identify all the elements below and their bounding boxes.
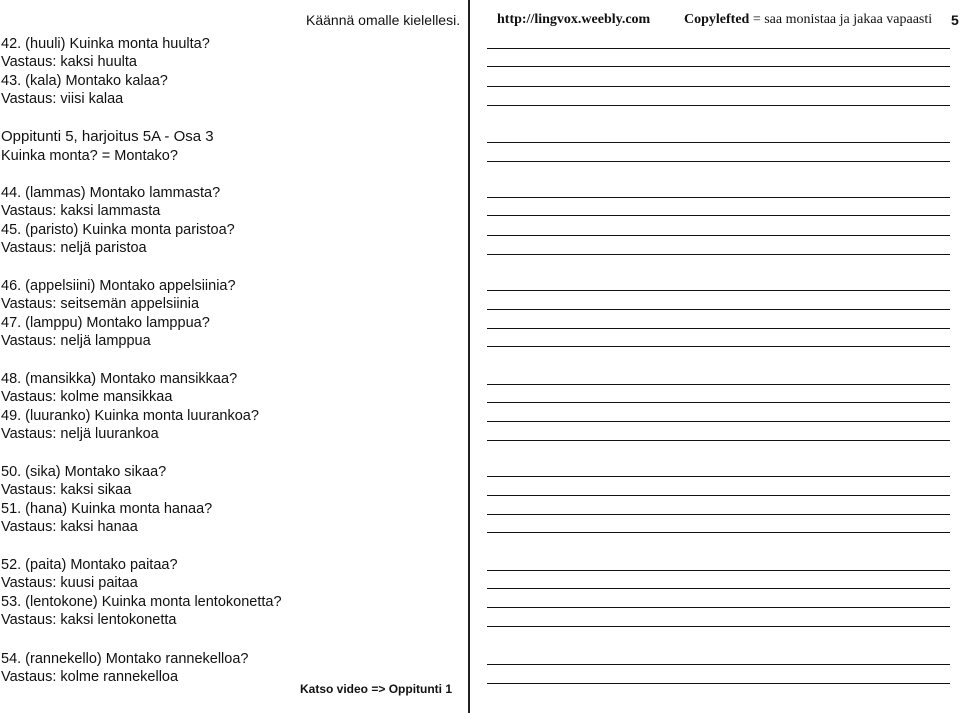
question-48: 48. (mansikka) Montako mansikkaa? bbox=[1, 371, 238, 387]
answer-writing-line bbox=[487, 514, 950, 515]
answer-43: Vastaus: viisi kalaa bbox=[1, 91, 124, 107]
answer-46: Vastaus: seitsemän appelsiinia bbox=[1, 296, 200, 312]
question-45: 45. (paristo) Kuinka monta paristoa? bbox=[1, 222, 235, 238]
answer-writing-line bbox=[487, 142, 950, 143]
answer-51: Vastaus: kaksi hanaa bbox=[1, 519, 138, 535]
answer-writing-line bbox=[487, 346, 950, 347]
answer-47: Vastaus: neljä lamppua bbox=[1, 333, 151, 349]
answer-writing-line bbox=[487, 290, 950, 291]
answer-writing-line bbox=[487, 476, 950, 477]
answer-writing-line bbox=[487, 664, 950, 665]
page-number: 5 bbox=[951, 12, 959, 28]
answer-writing-line bbox=[487, 328, 950, 329]
answer-writing-line bbox=[487, 215, 950, 216]
question-49: 49. (luuranko) Kuinka monta luurankoa? bbox=[1, 408, 259, 424]
answer-writing-line bbox=[487, 66, 950, 67]
question-54: 54. (rannekello) Montako rannekelloa? bbox=[1, 651, 249, 667]
answer-writing-line bbox=[487, 683, 950, 684]
video-note: Katso video => Oppitunti 1 bbox=[300, 682, 453, 696]
answer-writing-line bbox=[487, 254, 950, 255]
copyleft-text: = saa monistaa ja jakaa vapaasti bbox=[749, 12, 933, 27]
question-46: 46. (appelsiini) Montako appelsiinia? bbox=[1, 278, 236, 294]
section-heading: Oppitunti 5, harjoitus 5A - Osa 3 bbox=[1, 128, 214, 145]
question-47: 47. (lamppu) Montako lamppua? bbox=[1, 315, 210, 331]
answer-writing-line bbox=[487, 607, 950, 608]
site-url: http://lingvox.weebly.com bbox=[497, 12, 651, 27]
answer-54: Vastaus: kolme rannekelloa bbox=[1, 669, 179, 685]
answer-writing-line bbox=[487, 570, 950, 571]
answer-writing-line bbox=[487, 309, 950, 310]
copyleft-notice bbox=[684, 12, 932, 28]
question-52: 52. (paita) Montako paitaa? bbox=[1, 557, 178, 573]
answer-writing-line bbox=[487, 197, 950, 198]
answer-writing-line bbox=[487, 235, 950, 236]
answer-45: Vastaus: neljä paristoa bbox=[1, 240, 147, 256]
answer-writing-line bbox=[487, 105, 950, 106]
answer-49: Vastaus: neljä luurankoa bbox=[1, 426, 159, 442]
answer-writing-line bbox=[487, 588, 950, 589]
answer-writing-line bbox=[487, 626, 950, 627]
column-divider bbox=[468, 0, 470, 713]
answer-53: Vastaus: kaksi lentokonetta bbox=[1, 612, 177, 628]
section-subheading: Kuinka monta? = Montako? bbox=[1, 148, 178, 164]
answer-writing-line bbox=[487, 495, 950, 496]
answer-48: Vastaus: kolme mansikkaa bbox=[1, 389, 173, 405]
exercise-column bbox=[0, 0, 468, 713]
answer-50: Vastaus: kaksi sikaa bbox=[1, 482, 132, 498]
answer-writing-line bbox=[487, 86, 950, 87]
translate-instruction: Käännä omalle kielellesi. bbox=[306, 12, 461, 28]
copyleft-label: Copylefted bbox=[684, 12, 750, 27]
question-50: 50. (sika) Montako sikaa? bbox=[1, 464, 167, 480]
answer-44: Vastaus: kaksi lammasta bbox=[1, 203, 161, 219]
answer-writing-line bbox=[487, 402, 950, 403]
question-51: 51. (hana) Kuinka monta hanaa? bbox=[1, 501, 213, 517]
page-header bbox=[306, 12, 960, 32]
question-43: 43. (kala) Montako kalaa? bbox=[1, 73, 168, 89]
question-42: 42. (huuli) Kuinka monta huulta? bbox=[1, 36, 210, 52]
question-44: 44. (lammas) Montako lammasta? bbox=[1, 185, 221, 201]
answer-writing-line bbox=[487, 532, 950, 533]
answer-writing-line bbox=[487, 384, 950, 385]
answer-52: Vastaus: kuusi paitaa bbox=[1, 575, 138, 591]
answer-writing-line bbox=[487, 161, 950, 162]
answer-42: Vastaus: kaksi huulta bbox=[1, 54, 137, 70]
answer-writing-line bbox=[487, 440, 950, 441]
question-53: 53. (lentokone) Kuinka monta lentokonetta? bbox=[1, 594, 282, 610]
answer-writing-line bbox=[487, 48, 950, 49]
answer-writing-line bbox=[487, 421, 950, 422]
